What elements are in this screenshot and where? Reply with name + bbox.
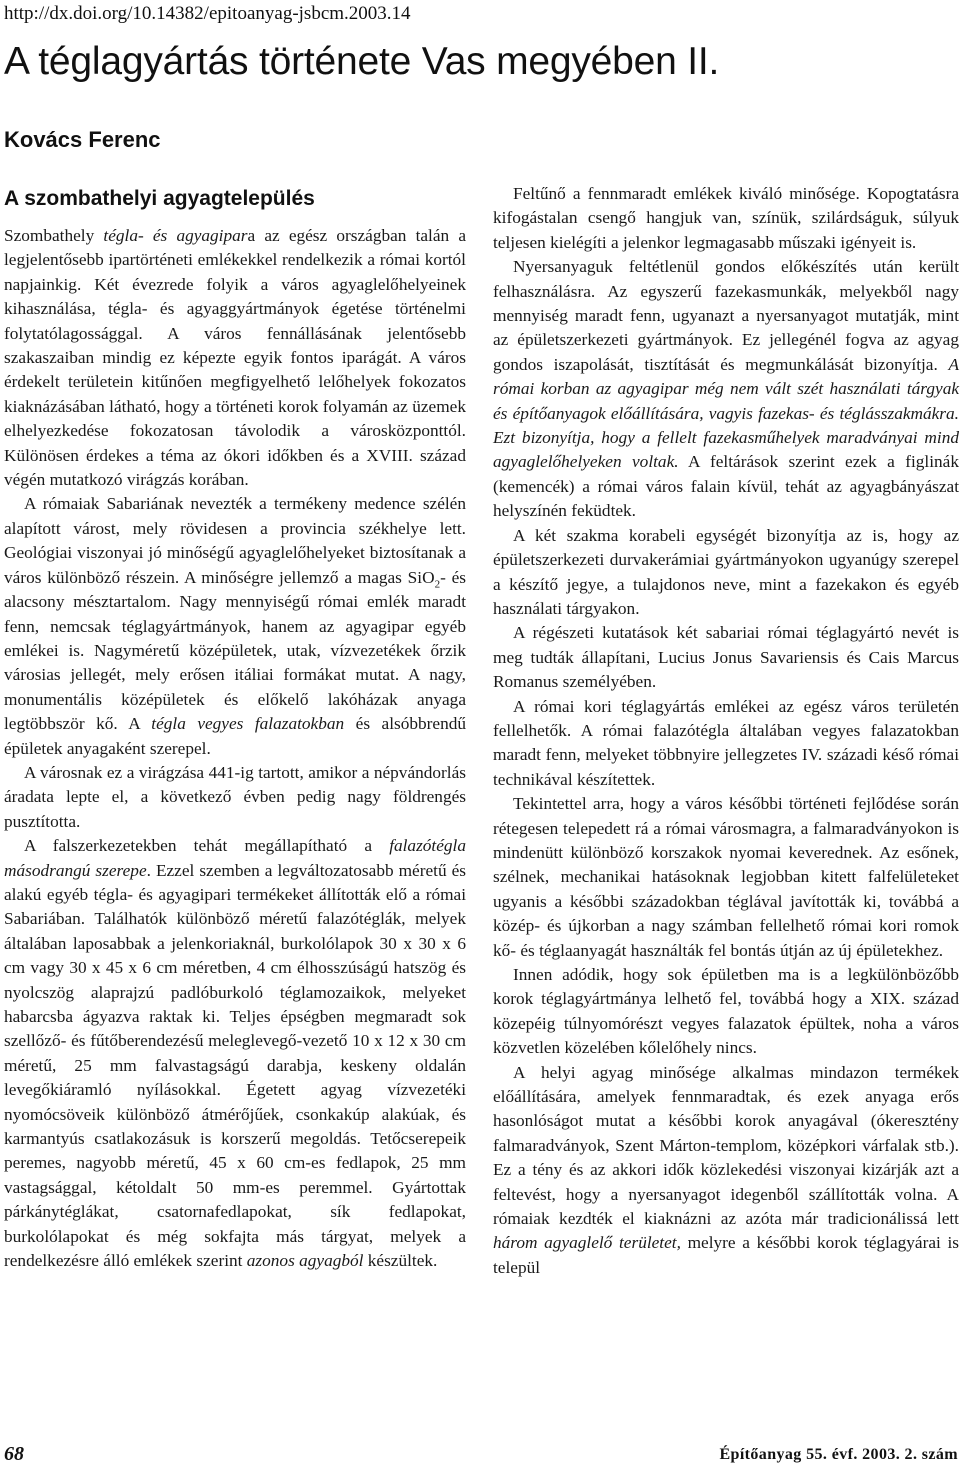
doi-link[interactable]: http://dx.doi.org/10.14382/epitoanyag-jsbcm.2003.14	[4, 3, 411, 24]
paragraph: A falszerkezetekben tehát megállapítható a falazótégla másodrangú szerepe. Ezzel szemben a legváltozatosabb méretű és alakú egyéb tégla- és agyagipari termékeket állították elő a római Sabariában. Találhatók különböző méretű falazótéglák, melyek általában laposabbak a jelenkoriaknál, burkolólapok 30 x 30 x 6 cm vagy 30 x 45 x 6 cm méretben, 4 cm élhosszúságú hatszög és nyolcszög alaprajzú padlóburkoló téglamozaikok, melyeket habarcsba ágyazva raktak ki. Teljes épségben megmaradt sok szellőző- és fűtőberendezésű meleglevegő-vezető 10 x 12 x 30 cm méretű, 25 mm falvastagságú darabja, keskeny oldalán levegőkiáramló nyílásokkal. Égetett agyag vízvezetéki nyomócsöveik különböző átmérőjűek, csonkakúp alakúak, és karmantyús csatlakozásuk is korszerű megoldás. Tetőcserepeik peremes, nagyobb méretű, 45 x 60 cm-es fedlapok, 25 mm vastagsággal, kétoldalt 50 mm-es peremmel. Gyártottak párkánytéglákat, csatornafedlapokat, sík fedlapokat, burkolólapokat és még sokfajta más tárgyat, melyek a rendelkezésre álló emlékek szerint azonos agyagból készültek.	[4, 836, 467, 1271]
paragraph: Nyersanyaguk feltétlenül gondos előkészítés után került felhasználásra. Az egyszerű fazekasmunkák, melyekből nagy mennyiség maradt fenn, ugyanazt a nyersanyagot mutatják, mint az épületszerkezeti gyártmányok. Ez jellegénél fogva az agyag gondos iszapolását, tisztítását és megmunkálását bizonyítja. A római korban az agyagipar még nem vált szét használati tárgyak és építőanyagok előállítására, vagyis fazekas- és téglásszakmákra. Ezt bizonyítja, hogy a fellelt fazekasműhelyek maradványai mind agyaglelőhelyeken voltak. A feltárások szerint ezek a figlinák (kemencék) a római város falain kívül, tehát az agyagbányászat helyszínén feküdtek.	[493, 257, 959, 521]
paragraph: A rómaiak Sabariának nevezték a termékeny medence szélén alapított várost, mely rövidesen a provincia székhelye lett. Geológiai viszonyai jó minőségű agyaglelőhelyeket biztosítanak a város különböző részein. A minőségre jellemző a magas SiO$_2$- és alacsony mésztartalom. Nagy mennyiségű római emlék maradt fenn, nemcsak téglagyártmányok, hanem az agyagipar egyéb emlékei is. Nagyméretű középületek, utak, vízvezetékek őrzik városias jellegét, mely erősen itáliai formákat mutat. A nagy, monumentális középületek és előkelő lakóházak anyaga legtöbbször kő. A tégla vegyes falazatokban és alsóbbrendű épületek anyagaként szerepel.	[4, 494, 466, 758]
paragraph: A két szakma korabeli egységét bizonyítja az is, hogy az épületszerkezeti durvakerámiai gyártmányokon ugyanúgy szerepel a készítő jegye, a tulajdonos neve, mint a fazekakon és egyéb használati tárgyakon.	[493, 525, 959, 618]
paragraph: A régészeti kutatások két sabariai római téglagyártó nevét is meg tudták állapítani, Lucius Jonus Savariensis és Cais Marcus Romanus személyében.	[493, 623, 959, 692]
author-name: Kovács Ferenc	[4, 127, 161, 152]
article-title: A téglagyártás története Vas megyében II.	[4, 40, 720, 83]
left-column	[4, 182, 466, 1273]
paragraph: Innen adódik, hogy sok épületben ma is a legkülönbözőbb korok téglagyártmánya lelhető fel, továbbá hogy a XIX. század közepéig túlnyomórészt vegyes falazatok épültek, noha a város közvetlen közelében kőlelőhely nincs.	[493, 965, 959, 1058]
paragraph: A helyi agyag minősége alkalmas mindazon termékek előállítására, amelyek fennmaradtak, és ezek anyaga erős hasonlóságot mutat a későbbi korok anyagával (ókeresztény falmaradványok, Szent Márton-templom, középkori várfalak stb.). Ez a tény és az akkori idők közlekedési viszonyai kizárják azt a feltevést, hogy a nyersanyagot idegenből szállították volna. A rómaiak kezdték el kiaknázni az azóta már tradicionálissá lett három agyaglelő területet, melyre a későbbi korok téglagyárai is települ	[493, 1062, 959, 1277]
journal-citation: Építőanyag 55. évf. 2003. 2. szám	[719, 1446, 958, 1463]
paragraph: A római kori téglagyártás emlékei az egész város területén fellelhetők. A római falazótégla általában vegyes falazatokban maradt fenn, melyeket többnyire jellegzetes IV. századi késő római technikával készítettek.	[493, 696, 959, 789]
page-number: 68	[4, 1443, 24, 1465]
paragraph: Tekintettel arra, hogy a város későbbi történeti fejlődése során rétegesen telepedett rá a római városmagra, a falmaradványokon is mindenütt különböző korszakok nyomai keverednek. Az esőnek, szélnek, mechanikai hatásoknak legjobban kitett falfelületeket ugyanis a későbbi századokban téglával javították ki, továbbá a közép- és újkorban a nagy számban fellelhető római kori romok kő- és téglaanyagát használták fel bontás útján az új épületekhez.	[493, 794, 959, 960]
paragraph: Feltűnő a fennmaradt emlékek kiváló minősége. Kopogtatásra kifogástalan csengő hangjuk van, színük, szilárdságuk, súlyuk teljesen kielégíti a jelenkor legmagasabb műszaki igényeit is.	[493, 184, 959, 252]
paragraph: Szombathely tégla- és agyagipara az egész országban talán a legjelentősebb ipartörténeti emlékekkel rendelkezik a római kortól napjainkig. Két évezrede folyik a város agyaglelőhelyeinek kihasználása, tégla- és agyaggyártmányok égetése történelmi folytatólagossággal. A város fennállásának jelentősebb szakaszaiban mindig ez képezte egyik fontos iparágát. A város érdekelt területein kitűnően megfigyelhető lelőhelyek fokozatos kiaknázásában látható, hogy a történeti korok folyamán az üzemek elhelyezkedése fokozatosan távolodik a városközponttól. Különösen érdekes a téma az ókori időkben és a XVIII. század végén mutatkozó virágzás korában.	[4, 226, 466, 490]
right-column	[493, 182, 959, 1280]
paragraph: A városnak ez a virágzása 441-ig tartott, amikor a népvándorlás áradata lepte el, a következő évben pedig nagy földrengés pusztította.	[4, 762, 466, 831]
section-heading: A szombathelyi agyagtelepülés	[4, 187, 315, 210]
